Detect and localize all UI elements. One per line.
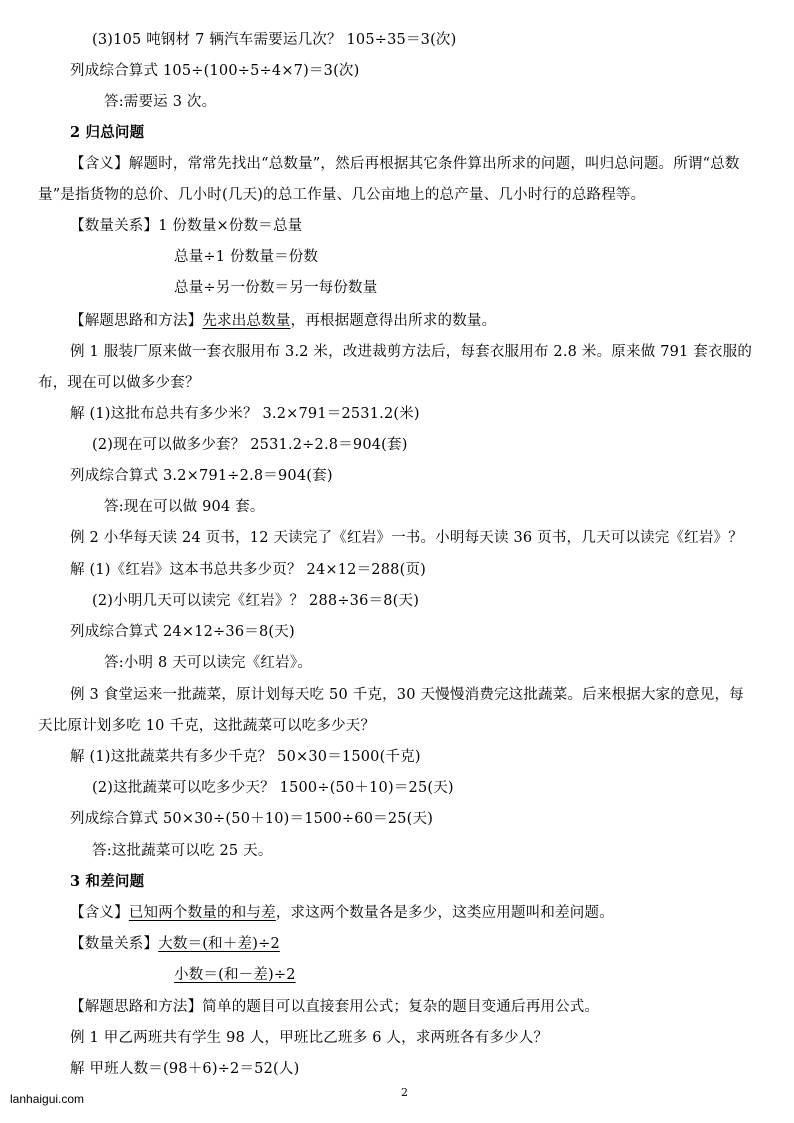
text-line: 列成综合算式 24×12÷36＝8(天) [70,624,295,640]
section-heading: 3 和差问题 [70,873,145,890]
text-line: 例 1 甲乙两班共有学生 98 人，甲班比乙班多 6 人，求两班各有多少人？ [70,1030,549,1046]
text-line: 列成综合算式 50×30÷(50＋10)＝1500÷60＝25(天) [70,811,434,827]
text-line: (2)这批蔬菜可以吃多少天？ 1500÷(50＋10)＝25(天) [92,780,454,796]
section-heading: 2 归总问题 [70,124,145,141]
text-line: 解 (1)《红岩》这本书总共多少页？ 24×12＝288(页) [70,562,426,578]
text-line: 【数量关系】1 份数量×份数＝总量 [70,218,303,234]
footer-site: lanhaigui.com [10,1092,85,1106]
text-line: 【含义】解题时，常常先找出“总数量”，然后再根据其它条件算出所求的问题，叫归总问题。所谓“总数 [70,156,740,172]
page-number: 2 [401,1086,408,1099]
text-line: 【解题思路和方法】简单的题目可以直接套用公式；复杂的题目变通后再用公式。 [70,999,600,1015]
text-line: 答:现在可以做 904 套。 [104,499,265,515]
text-line: 天比原计划多吃 10 千克，这批蔬菜可以吃多少天？ [38,718,376,734]
text-line: 解 (1)这批蔬菜共有多少千克？ 50×30＝1500(千克) [70,749,421,765]
formula-line: 小数＝(和－差)÷2 [174,967,296,983]
text-line: 例 3 食堂运来一批蔬菜，原计划每天吃 50 千克，30 天慢慢消费完这批蔬菜。后来根据大家的意见，每 [70,687,744,703]
text-line: 答:需要运 3 次。 [104,94,217,110]
text-line: 【数量关系】大数＝(和＋差)÷2 [70,936,280,952]
text-line: 答:这批蔬菜可以吃 25 天。 [92,843,273,859]
formula-line: 总量÷另一份数＝另一每份数量 [174,280,378,296]
text-line: 例 2 小华每天读 24 页书，12 天读完了《红岩》一书。小明每天读 36 页书，几天可以读完《红岩》？ [70,530,743,546]
text-line: 解 (1)这批布总共有多少米？ 3.2×791＝2531.2(米) [70,406,420,422]
text-line: 列成综合算式 3.2×791÷2.8＝904(套) [70,468,333,484]
text-line: 【解题思路和方法】先求出总数量，再根据题意得出所求的数量。 [70,313,497,329]
text-line: 【含义】已知两个数量的和与差，求这两个数量各是多少，这类应用题叫和差问题。 [70,905,614,921]
formula-line: 总量÷1 份数量＝份数 [174,249,319,265]
text-line: 列成综合算式 105÷(100÷5÷4×7)＝3(次) [70,63,360,79]
text-line: 量”是指货物的总价、几小时(几天)的总工作量、几公亩地上的总产量、几小时行的总路程等。 [38,187,646,203]
text-line: 布，现在可以做多少套？ [38,375,200,391]
text-line: (2)小明几天可以读完《红岩》？ 288÷36＝8(天) [92,593,420,609]
text-line: 解 甲班人数＝(98＋6)÷2＝52(人) [70,1061,300,1077]
text-line: (3)105 吨钢材 7 辆汽车需要运几次？ 105÷35＝3(次) [92,32,457,48]
text-line: (2)现在可以做多少套？ 2531.2÷2.8＝904(套) [92,437,408,453]
text-line: 答:小明 8 天可以读完《红岩》。 [104,655,312,671]
text-line: 例 1 服装厂原来做一套衣服用布 3.2 米，改进裁剪方法后，每套衣服用布 2.8 米。原来做 791 套衣服的 [70,344,753,360]
